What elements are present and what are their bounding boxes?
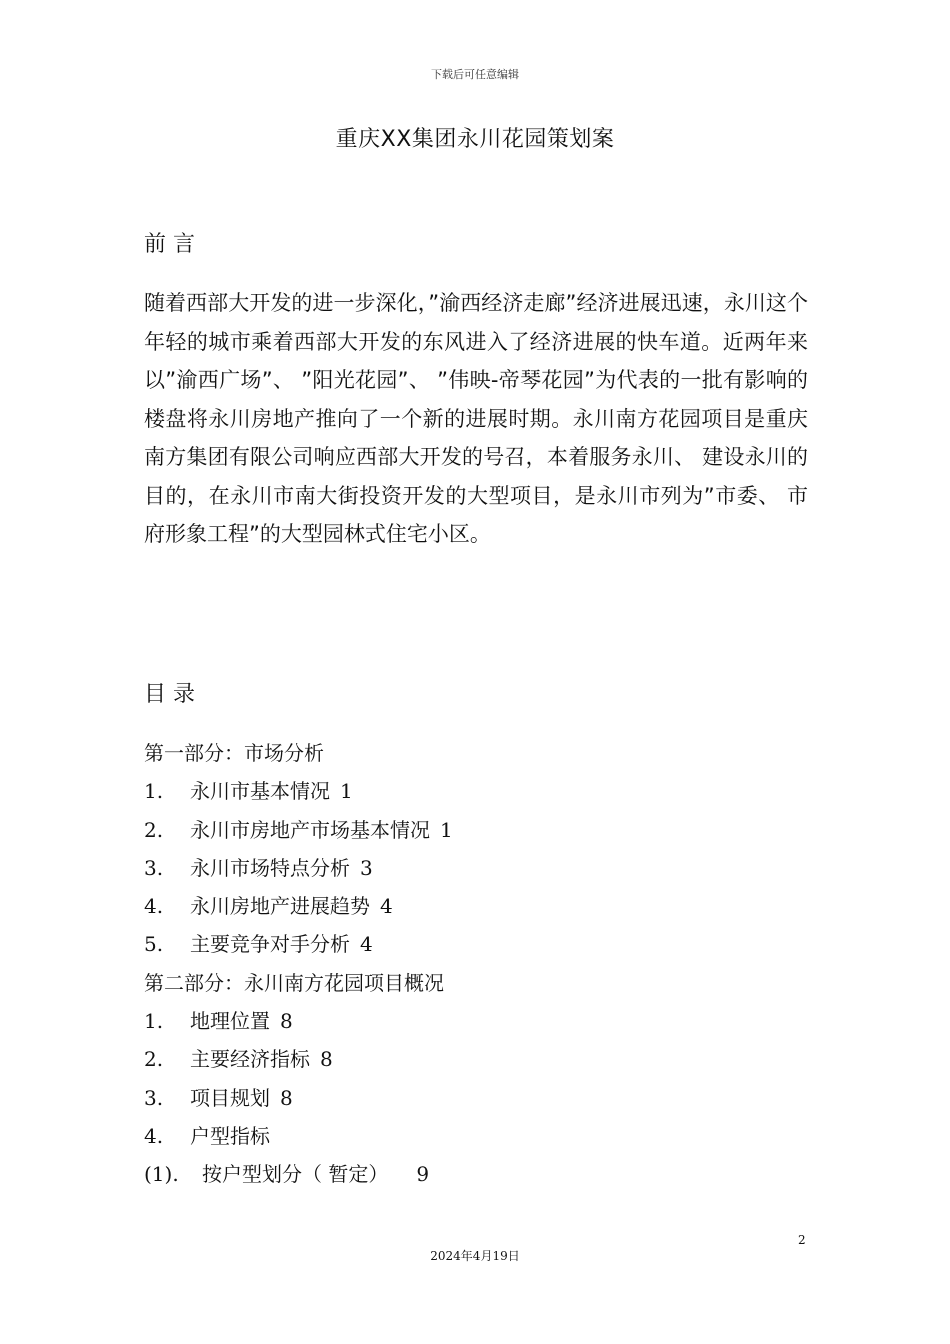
toc-heading: 目 录 — [144, 682, 195, 707]
toc-item-text: 永川房地产进展趋势 — [190, 894, 370, 919]
toc-item-page: 8 — [280, 1085, 293, 1110]
toc-entry — [144, 811, 808, 849]
toc-entry — [144, 925, 808, 963]
page-header-note: 下载后可任意编辑 — [431, 68, 519, 81]
toc-item-text: 按户型划分（ 暂定） — [202, 1162, 389, 1187]
toc-item-number: 1. — [144, 779, 164, 804]
toc-entry — [144, 772, 808, 810]
toc-item-page: 3 — [360, 855, 373, 880]
toc-item-text: 永川市基本情况 — [190, 779, 330, 804]
toc-item-text: 第一部分：市场分析 — [144, 741, 324, 765]
toc-item-number: 3. — [144, 1085, 164, 1110]
toc-part-heading — [144, 964, 808, 1002]
toc-item-text: 主要竞争对手分析 — [190, 932, 350, 957]
toc-item-number: 5. — [144, 932, 164, 957]
toc-entry — [144, 849, 808, 887]
toc-item-number: 3. — [144, 855, 164, 880]
toc-item-number: 1. — [144, 1009, 164, 1034]
toc-item-text: 永川市场特点分析 — [190, 855, 350, 880]
preface-heading: 前 言 — [144, 232, 195, 257]
toc-entry — [144, 1079, 808, 1117]
toc-item-page: 1 — [440, 817, 453, 842]
document-title: 重庆XX集团永川花园策划案 — [335, 127, 615, 152]
toc-part-heading — [144, 734, 808, 772]
toc-item-page: 8 — [320, 1047, 333, 1072]
toc-item-number: 2. — [144, 817, 164, 842]
toc-entry — [144, 887, 808, 925]
toc-item-page: 4 — [360, 932, 373, 957]
toc-item-page: 8 — [280, 1009, 293, 1034]
footer-date: 2024年4月19日 — [430, 1249, 520, 1263]
toc-item-text: 项目规划 — [190, 1085, 270, 1110]
toc-item-text: 户型指标 — [190, 1123, 270, 1148]
table-of-contents — [144, 734, 808, 1194]
page-number: 2 — [798, 1233, 806, 1247]
toc-entry — [144, 1117, 808, 1155]
preface-paragraph: 随着西部大开发的进一步深化，”渝西经济走廊”经济进展迅速，永川这个年轻的城市乘着西部大开发的东风进入了经济进展的快车道。近两年来以”渝西广场”、 ”阳光花园”、 ”伟映-帝琴花园”为代表的一批有影响的楼盘将永川房地产推向了一个新的进展时期。永川南方花园项目是重庆南方集团有限公司响应西部大开发的号召，本着服务永川、 建设永川的目的，在永川市南大街投资开发的大型项目，是永川市列为”市委、 市府形象工程”的大型园林式住宅小区。 — [144, 291, 808, 546]
toc-item-text: 第二部分：永川南方花园项目概况 — [144, 970, 444, 995]
toc-item-number: 4. — [144, 1123, 164, 1148]
toc-item-text: 永川市房地产市场基本情况 — [190, 817, 430, 842]
toc-item-number: 4. — [144, 894, 164, 919]
toc-item-text: 地理位置 — [190, 1009, 270, 1034]
toc-item-page: 9 — [416, 1162, 430, 1187]
toc-entry — [144, 1002, 808, 1040]
toc-item-page: 4 — [380, 894, 393, 919]
toc-item-text: 主要经济指标 — [190, 1047, 310, 1072]
toc-item-page: 1 — [340, 779, 353, 804]
toc-item-number: 2. — [144, 1047, 164, 1072]
toc-entry — [144, 1040, 808, 1078]
toc-entry — [144, 1155, 808, 1193]
toc-item-number: (1). — [144, 1162, 179, 1187]
